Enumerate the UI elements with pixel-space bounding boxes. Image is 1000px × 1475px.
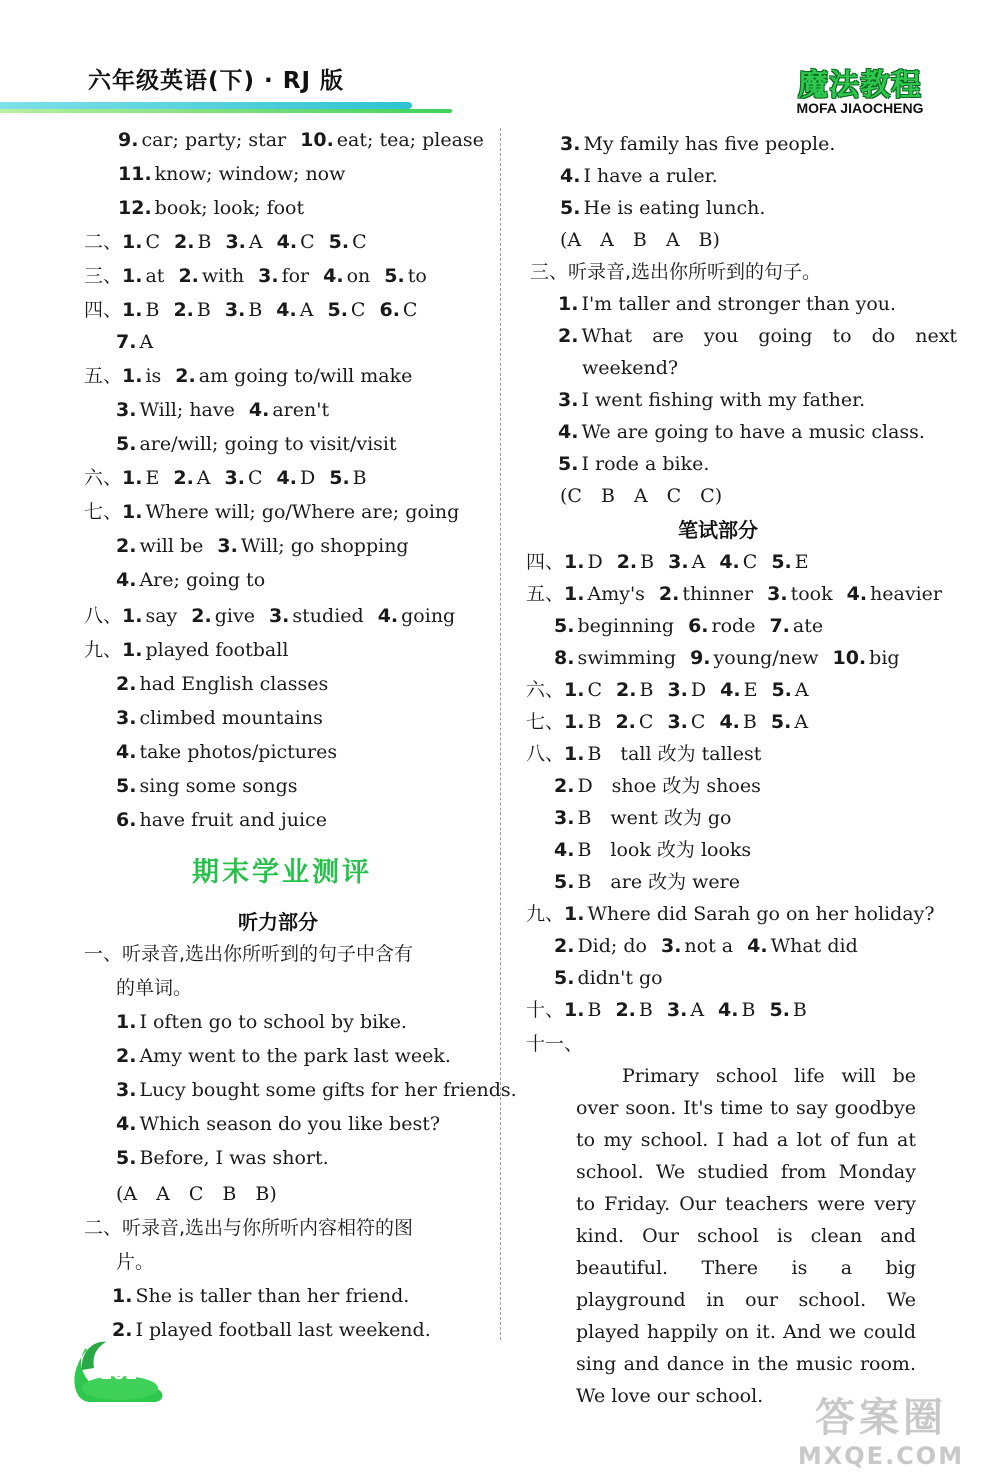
right-line <box>526 676 809 704</box>
left-item-number: 1. <box>122 501 143 523</box>
brand-subtitle: MOFA JIAOCHENG <box>796 100 924 116</box>
listen1-item-number: 4. <box>116 1113 137 1135</box>
left-item-number: 1. <box>122 231 143 253</box>
right-item-text: A <box>690 999 705 1021</box>
left-item-number: 5. <box>328 231 350 253</box>
right-item-text: E <box>794 551 809 573</box>
left-item-number: 6. <box>379 299 400 321</box>
left-item-number: 12. <box>118 197 152 219</box>
right-item-text: took <box>790 583 833 605</box>
listen2-item-text: I have a ruler. <box>583 165 718 187</box>
left-item-text: know; window; now <box>154 163 346 185</box>
left-line <box>116 396 329 424</box>
right-item-number: 3. <box>667 711 688 733</box>
right-line <box>554 868 740 896</box>
right-item-number: 1. <box>564 743 585 765</box>
left-item-text: take photos/pictures <box>139 741 338 763</box>
left-item-number: 2. <box>173 467 194 489</box>
left-item-number: 2. <box>116 535 137 557</box>
right-item-number: 4. <box>720 679 741 701</box>
right-line <box>526 740 761 768</box>
right-item-text: ate <box>792 615 824 637</box>
left-item-number: 1. <box>122 299 143 321</box>
left-item-text: Will; have <box>139 399 235 421</box>
right-item-text: A <box>794 679 809 701</box>
listen2-item <box>560 162 718 190</box>
left-item-text: B <box>352 467 367 489</box>
left-line <box>84 262 427 290</box>
left-item-text: book; look; foot <box>154 197 305 219</box>
listen2-question-cont: 片。 <box>116 1251 155 1273</box>
right-item-text: B <box>638 999 653 1021</box>
left-item-number: 1. <box>122 605 143 627</box>
right-line <box>554 644 900 672</box>
listen2-item-number: 2. <box>112 1319 133 1341</box>
listen2-item <box>560 130 835 158</box>
listen2-item-text: He is eating lunch. <box>583 197 766 219</box>
left-line <box>84 362 412 390</box>
left-line <box>116 806 327 834</box>
listen1-item-number: 3. <box>116 1079 137 1101</box>
left-line <box>116 566 265 594</box>
left-item-text: Where will; go/Where are; going <box>145 501 460 523</box>
right-item-text: didn't go <box>577 967 663 989</box>
header-bar-green <box>0 109 452 113</box>
left-section-label: 四、 <box>84 299 123 321</box>
listen3-item-text: I'm taller and stronger than you. <box>581 293 897 315</box>
left-item-number: 4. <box>323 265 344 287</box>
right-item-text: not a <box>684 935 734 957</box>
left-section-label: 三、 <box>84 265 123 287</box>
right-item-text: C <box>742 551 758 573</box>
right-section-label: 六、 <box>526 679 565 701</box>
listen2-item-number: 3. <box>560 133 581 155</box>
listen2-item-number: 1. <box>112 1285 133 1307</box>
right-item-text: heavier <box>870 583 943 605</box>
left-item-text: E <box>145 467 160 489</box>
left-line <box>116 738 337 766</box>
right-item-text: A <box>794 711 809 733</box>
listen2-item-text: She is taller than her friend. <box>135 1285 410 1307</box>
right-section-label: 四、 <box>526 551 565 573</box>
page-number: 202 <box>100 1363 138 1384</box>
right-item-number: 5. <box>554 871 575 893</box>
left-item-number: 4. <box>377 605 399 627</box>
right-item-text: young/new <box>713 647 819 669</box>
right-item-number: 3. <box>767 583 788 605</box>
right-item-number: 1. <box>564 679 585 701</box>
right-item-number: 9. <box>690 647 711 669</box>
composition-paragraph: Primary school life will be over soon. It's time to say goodbye to my school. I had a lot of fun at school. We studied from Monday to Friday. Our teachers were very kind. Our school is clean and beautiful. There is a big playground in our school. We played happily on it. And we could sing and dance in the music room. We love our school. <box>576 1065 916 1407</box>
left-item-text: played football <box>145 639 289 661</box>
left-item-text: had English classes <box>139 673 329 695</box>
right-section-label: 九、 <box>526 903 565 925</box>
right-item-number: 4. <box>554 839 575 861</box>
right-line <box>554 772 761 800</box>
left-section-label: 七、 <box>84 501 123 523</box>
listen3-item <box>558 418 925 446</box>
left-item-number: 2. <box>191 605 212 627</box>
listen3-item-number: 5. <box>558 453 579 475</box>
right-item-text: thinner <box>682 583 754 605</box>
left-item-number: 11. <box>118 163 152 185</box>
left-item-number: 9. <box>118 129 139 151</box>
left-item-number: 2. <box>178 265 199 287</box>
listen2-item-number: 5. <box>560 197 581 219</box>
left-item-text: C <box>247 467 263 489</box>
left-item-text: on <box>346 265 371 287</box>
left-section-label: 九、 <box>84 639 123 661</box>
right-item-text: beginning <box>577 615 675 637</box>
right-item-text: B <box>742 711 757 733</box>
listen2-question: 二、听录音,选出与你所听内容相符的图 <box>84 1217 414 1239</box>
listen3-item <box>558 450 709 478</box>
right-item-number: 5. <box>770 711 792 733</box>
left-item-text: have fruit and juice <box>139 809 327 831</box>
left-line <box>84 498 459 526</box>
right-item-number: 2. <box>658 583 680 605</box>
exam-title: 期末学业测评 <box>192 857 372 888</box>
left-item-text: sing some songs <box>139 775 298 797</box>
right-item-text: D <box>690 679 707 701</box>
right-item-text: C <box>690 711 706 733</box>
right-item-text: B went 改为 go <box>577 807 732 829</box>
right-section-label: 十一、 <box>526 1033 584 1055</box>
right-item-text: B look 改为 looks <box>577 839 752 861</box>
right-item-text: Where did Sarah go on her holiday? <box>587 903 935 925</box>
left-item-number: 3. <box>116 707 137 729</box>
right-item-number: 6. <box>688 615 709 637</box>
left-line <box>84 228 367 256</box>
right-item-text: B <box>792 999 807 1021</box>
left-item-number: 4. <box>276 299 297 321</box>
left-item-number: 3. <box>224 299 246 321</box>
right-item-text: D shoe 改为 shoes <box>577 775 761 797</box>
left-line <box>116 704 323 732</box>
left-item-text: B <box>196 299 211 321</box>
left-line <box>116 532 409 560</box>
left-section-label: 五、 <box>84 365 123 387</box>
watermark-url: MXQE.COM <box>797 1442 965 1470</box>
listen3-item <box>558 322 957 350</box>
listen2-item <box>560 194 765 222</box>
right-item-number: 4. <box>718 999 739 1021</box>
right-item-number: 2. <box>554 935 575 957</box>
left-item-text: going <box>401 605 456 627</box>
right-item-text: C <box>638 711 654 733</box>
left-item-text: C <box>352 231 367 253</box>
left-item-number: 3. <box>268 605 290 627</box>
left-item-number: 3. <box>217 535 238 557</box>
listen1-item-text: I often go to school by bike. <box>139 1011 407 1033</box>
right-item-text: Did; do <box>577 935 647 957</box>
left-section-label: 二、 <box>84 231 123 253</box>
right-item-number: 1. <box>564 999 585 1021</box>
right-item-number: 3. <box>667 679 688 701</box>
listen3-item-text: I went fishing with my father. <box>581 389 866 411</box>
listen1-item-number: 5. <box>116 1147 137 1169</box>
listen3-item <box>558 290 896 318</box>
brand-logo: 魔法教程 <box>798 68 922 103</box>
left-item-number: 4. <box>116 569 137 591</box>
left-item-text: studied <box>292 605 364 627</box>
column-divider <box>500 128 501 1340</box>
left-item-number: 5. <box>116 433 137 455</box>
left-item-text: car; party; star <box>141 129 287 151</box>
left-item-text: D <box>299 467 316 489</box>
left-item-number: 2. <box>175 365 196 387</box>
left-section-label: 六、 <box>84 467 123 489</box>
left-item-number: 2. <box>174 231 195 253</box>
left-item-number: 4. <box>248 399 270 421</box>
right-item-text: D <box>587 551 603 573</box>
right-line <box>554 964 663 992</box>
page-header-title: 六年级英语(下) · RJ 版 <box>88 68 345 94</box>
left-line <box>118 194 304 222</box>
right-line <box>526 900 935 928</box>
listen3-item-text: I rode a bike. <box>581 453 710 475</box>
left-item-text: am going to/will make <box>198 365 413 387</box>
left-item-number: 3. <box>116 399 137 421</box>
left-item-number: 4. <box>276 467 297 489</box>
watermark <box>770 1395 992 1471</box>
right-item-number: 2. <box>616 551 638 573</box>
right-item-text: A <box>691 551 706 573</box>
left-item-number: 5. <box>329 467 350 489</box>
left-item-text: climbed mountains <box>139 707 323 729</box>
left-item-text: give <box>214 605 255 627</box>
left-item-number: 6. <box>116 809 137 831</box>
listen3-answer: (C B A C C) <box>560 485 723 507</box>
right-item-number: 2. <box>615 711 636 733</box>
listen1-item <box>116 1144 329 1172</box>
left-line <box>116 772 298 800</box>
right-line <box>526 708 808 736</box>
left-line <box>118 126 484 154</box>
right-item-number: 2. <box>554 775 575 797</box>
right-item-number: 1. <box>564 711 585 733</box>
right-line <box>554 932 858 960</box>
listen3-question: 三、听录音,选出你所听到的句子。 <box>530 261 822 283</box>
listen1-item-number: 2. <box>116 1045 137 1067</box>
left-item-text: will be <box>139 535 204 557</box>
left-item-number: 4. <box>116 741 137 763</box>
right-item-number: 4. <box>846 583 868 605</box>
right-item-number: 5. <box>771 679 792 701</box>
left-item-text: are/will; going to visit/visit <box>139 433 397 455</box>
listen3-item-text: What are you going to do next <box>581 325 958 347</box>
right-item-number: 2. <box>615 999 636 1021</box>
listen1-item-text: Lucy bought some gifts for her friends. <box>139 1079 517 1101</box>
right-item-number: 5. <box>769 999 790 1021</box>
listen1-item <box>116 1110 440 1138</box>
left-item-text: A <box>196 467 211 489</box>
listen2-answer: (A A B A B) <box>560 229 720 251</box>
listen3-item-number: 4. <box>558 421 579 443</box>
listen1-item-text: Which season do you like best? <box>139 1113 441 1135</box>
right-item-text: B <box>640 551 655 573</box>
right-item-text: big <box>869 647 900 669</box>
left-item-number: 7. <box>116 331 137 353</box>
left-item-text: B <box>248 299 263 321</box>
left-item-number: 1. <box>122 467 143 489</box>
right-item-number: 5. <box>771 551 792 573</box>
listen3-item <box>558 386 865 414</box>
left-item-text: say <box>145 605 178 627</box>
listen1-item-number: 1. <box>116 1011 137 1033</box>
left-item-number: 1. <box>122 365 143 387</box>
right-item-text: Amy's <box>587 583 645 605</box>
left-item-number: 3. <box>258 265 279 287</box>
right-item-number: 4. <box>719 711 740 733</box>
listen3-item-text: weekend? <box>582 357 679 379</box>
left-item-text: is <box>145 365 162 387</box>
right-item-text: rode <box>711 615 756 637</box>
right-line <box>526 580 942 608</box>
right-section-label: 十、 <box>526 999 565 1021</box>
listen2-item-text: My family has five people. <box>583 133 836 155</box>
left-item-number: 2. <box>116 673 137 695</box>
written-title: 笔试部分 <box>678 518 758 542</box>
left-item-text: A <box>139 331 154 353</box>
left-item-text: aren't <box>272 399 330 421</box>
left-item-text: C <box>402 299 418 321</box>
right-line <box>554 804 731 832</box>
right-item-number: 7. <box>769 615 790 637</box>
left-item-number: 3. <box>225 231 246 253</box>
listen1-item <box>116 1008 407 1036</box>
right-section-label: 八、 <box>526 743 565 765</box>
right-item-number: 4. <box>747 935 768 957</box>
listen1-item <box>116 1042 451 1070</box>
watermark-logo: 答案圈 <box>815 1395 947 1441</box>
left-line <box>116 430 397 458</box>
right-item-number: 8. <box>554 647 575 669</box>
listen1-item-text: Amy went to the park last week. <box>139 1045 451 1067</box>
right-item-text: B <box>587 999 602 1021</box>
listen1-answer: (A A C B B) <box>116 1183 277 1205</box>
left-item-number: 1. <box>122 265 143 287</box>
right-item-text: swimming <box>577 647 677 669</box>
right-item-text: B tall 改为 tallest <box>587 743 762 765</box>
right-item-number: 5. <box>554 967 575 989</box>
right-item-number: 1. <box>564 583 585 605</box>
left-line <box>84 464 367 492</box>
right-item-number: 3. <box>666 999 688 1021</box>
right-item-text: C <box>587 679 603 701</box>
listen1-item-text: Before, I was short. <box>139 1147 329 1169</box>
left-item-text: C <box>350 299 366 321</box>
left-item-text: to <box>407 265 427 287</box>
left-item-text: C <box>145 231 161 253</box>
left-item-text: for <box>281 265 310 287</box>
right-item-number: 3. <box>660 935 682 957</box>
left-line <box>84 636 288 664</box>
left-item-text: Will; go shopping <box>240 535 409 557</box>
left-item-number: 1. <box>122 639 143 661</box>
right-line <box>526 548 809 576</box>
right-item-number: 5. <box>554 615 575 637</box>
listen1-question: 一、听录音,选出你所听到的句子中含有 <box>84 943 414 965</box>
listen2-item <box>112 1282 409 1310</box>
left-line <box>84 602 455 630</box>
header-bar-cyan <box>0 102 412 109</box>
right-item-text: B are 改为 were <box>577 871 740 893</box>
left-item-text: C <box>300 231 315 253</box>
left-item-text: B <box>197 231 212 253</box>
left-item-text: eat; tea; please <box>336 129 484 151</box>
right-item-text: E <box>743 679 758 701</box>
left-item-number: 2. <box>173 299 194 321</box>
left-item-text: Are; going to <box>139 569 266 591</box>
right-line <box>526 1030 583 1058</box>
listen3-item-number: 2. <box>558 325 579 347</box>
left-item-text: at <box>145 265 165 287</box>
right-item-number: 10. <box>832 647 867 669</box>
listen1-item <box>116 1076 517 1104</box>
right-item-number: 3. <box>668 551 689 573</box>
right-item-number: 4. <box>719 551 740 573</box>
left-section-label: 八、 <box>84 605 123 627</box>
left-line <box>118 160 345 188</box>
listen2-item-number: 4. <box>560 165 581 187</box>
left-item-text: B <box>145 299 160 321</box>
listen3-item-number: 1. <box>558 293 579 315</box>
right-item-number: 3. <box>554 807 575 829</box>
left-item-number: 3. <box>224 467 245 489</box>
listen3-item <box>582 354 678 382</box>
left-line <box>84 296 417 324</box>
right-item-text: What did <box>770 935 858 957</box>
right-line <box>526 996 807 1024</box>
left-item-number: 5. <box>327 299 348 321</box>
listen3-item-number: 3. <box>558 389 579 411</box>
listening-title: 听力部分 <box>238 910 318 934</box>
left-item-number: 5. <box>384 265 405 287</box>
right-section-label: 七、 <box>526 711 565 733</box>
left-item-number: 5. <box>116 775 137 797</box>
left-item-text: with <box>201 265 245 287</box>
right-line <box>554 836 751 864</box>
left-line <box>116 328 153 356</box>
left-item-text: A <box>299 299 314 321</box>
listen3-item-text: We are going to have a music class. <box>581 421 925 443</box>
right-item-number: 1. <box>564 551 585 573</box>
right-item-text: B <box>639 679 654 701</box>
listen2-item-text: I played football last weekend. <box>135 1319 431 1341</box>
left-line <box>116 670 328 698</box>
right-item-number: 1. <box>564 903 585 925</box>
right-item-text: B <box>587 711 602 733</box>
right-section-label: 五、 <box>526 583 565 605</box>
listen1-question-cont: 的单词。 <box>116 977 193 999</box>
right-item-number: 2. <box>616 679 637 701</box>
right-item-text: B <box>741 999 756 1021</box>
left-item-number: 4. <box>276 231 298 253</box>
left-item-number: 10. <box>300 129 334 151</box>
left-item-text: A <box>248 231 263 253</box>
right-line <box>554 612 823 640</box>
